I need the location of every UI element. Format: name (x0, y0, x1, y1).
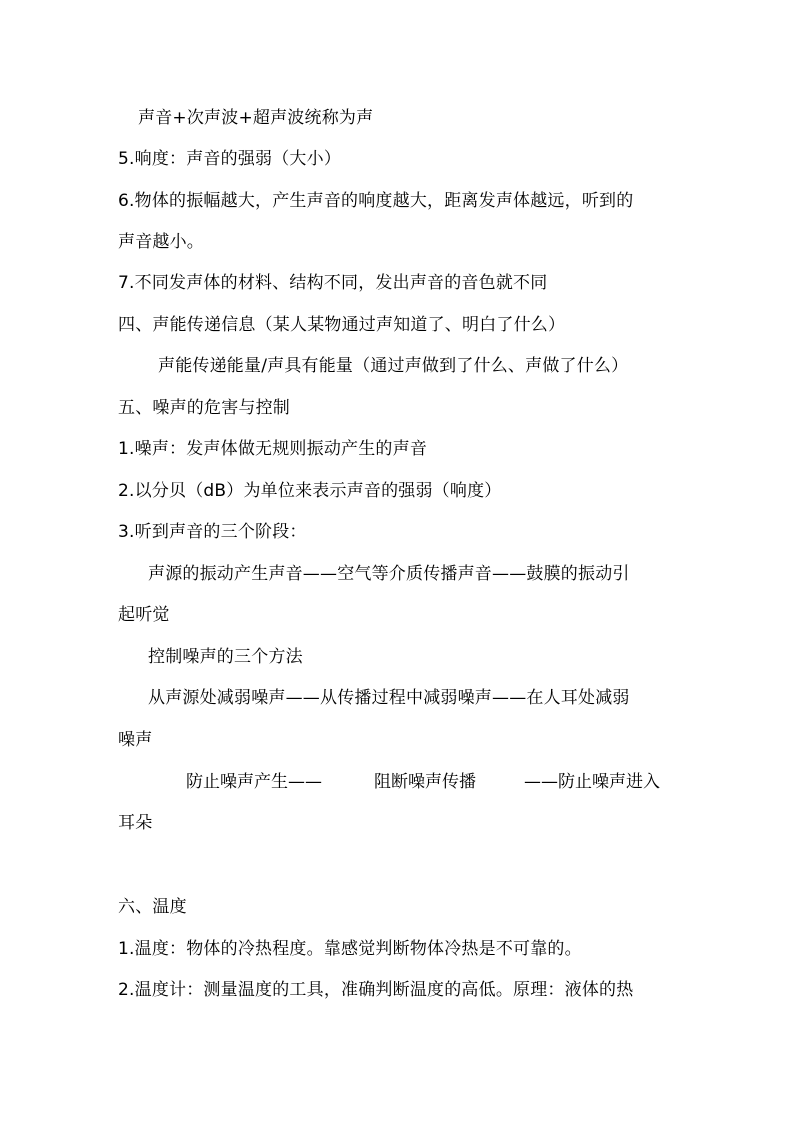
text-line-three-stages: 3.听到声音的三个阶段： (118, 522, 307, 542)
text-line-sound-definition: 声音+次声波+超声波统称为声 (138, 108, 374, 128)
heading-sound-information: 四、声能传递信息（某人某物通过声知道了、明白了什么） (118, 315, 566, 335)
text-line-noise-control-detail: 从声源处减弱噪声——从传播过程中减弱噪声——在人耳处减弱 (148, 688, 630, 708)
text-line-noise-control-detail-cont: 噪声 (118, 730, 153, 750)
text-line-sound-energy: 声能传递能量/声具有能量（通过声做到了什么、声做了什么） (158, 356, 629, 376)
text-segment-prevent-noise: 防止噪声产生—— (186, 772, 322, 792)
text-line-noise-definition: 1.噪声：发声体做无规则振动产生的声音 (118, 439, 428, 459)
text-line-temperature-definition: 1.温度：物体的冷热程度。靠感觉判断物体冷热是不可靠的。 (118, 939, 582, 959)
text-line-noise-control-methods: 控制噪声的三个方法 (148, 647, 303, 667)
text-line-stages-detail: 声源的振动产生声音——空气等介质传播声音——鼓膜的振动引 (148, 564, 630, 584)
text-line-ear-cont: 耳朵 (118, 813, 153, 833)
text-line-loudness: 5.响度：声音的强弱（大小） (118, 149, 342, 169)
text-line-decibel: 2.以分贝（dB）为单位来表示声音的强弱（响度） (118, 481, 502, 501)
text-line-thermometer: 2.温度计：测量温度的工具，准确判断温度的高低。原理：液体的热 (118, 980, 634, 1000)
heading-noise: 五、噪声的危害与控制 (118, 398, 290, 418)
text-line-amplitude: 6.物体的振幅越大，产生声音的响度越大，距离发声体越远，听到的 (118, 191, 634, 211)
text-segment-prevent-ear: ——防止噪声进入 (524, 772, 660, 792)
text-segment-block-noise: 阻断噪声传播 (374, 772, 476, 792)
text-line-amplitude-cont: 声音越小。 (118, 232, 204, 252)
heading-temperature: 六、温度 (118, 897, 187, 917)
text-line-stages-detail-cont: 起听觉 (118, 605, 170, 625)
text-line-timbre: 7.不同发声体的材料、结构不同，发出声音的音色就不同 (118, 273, 548, 293)
